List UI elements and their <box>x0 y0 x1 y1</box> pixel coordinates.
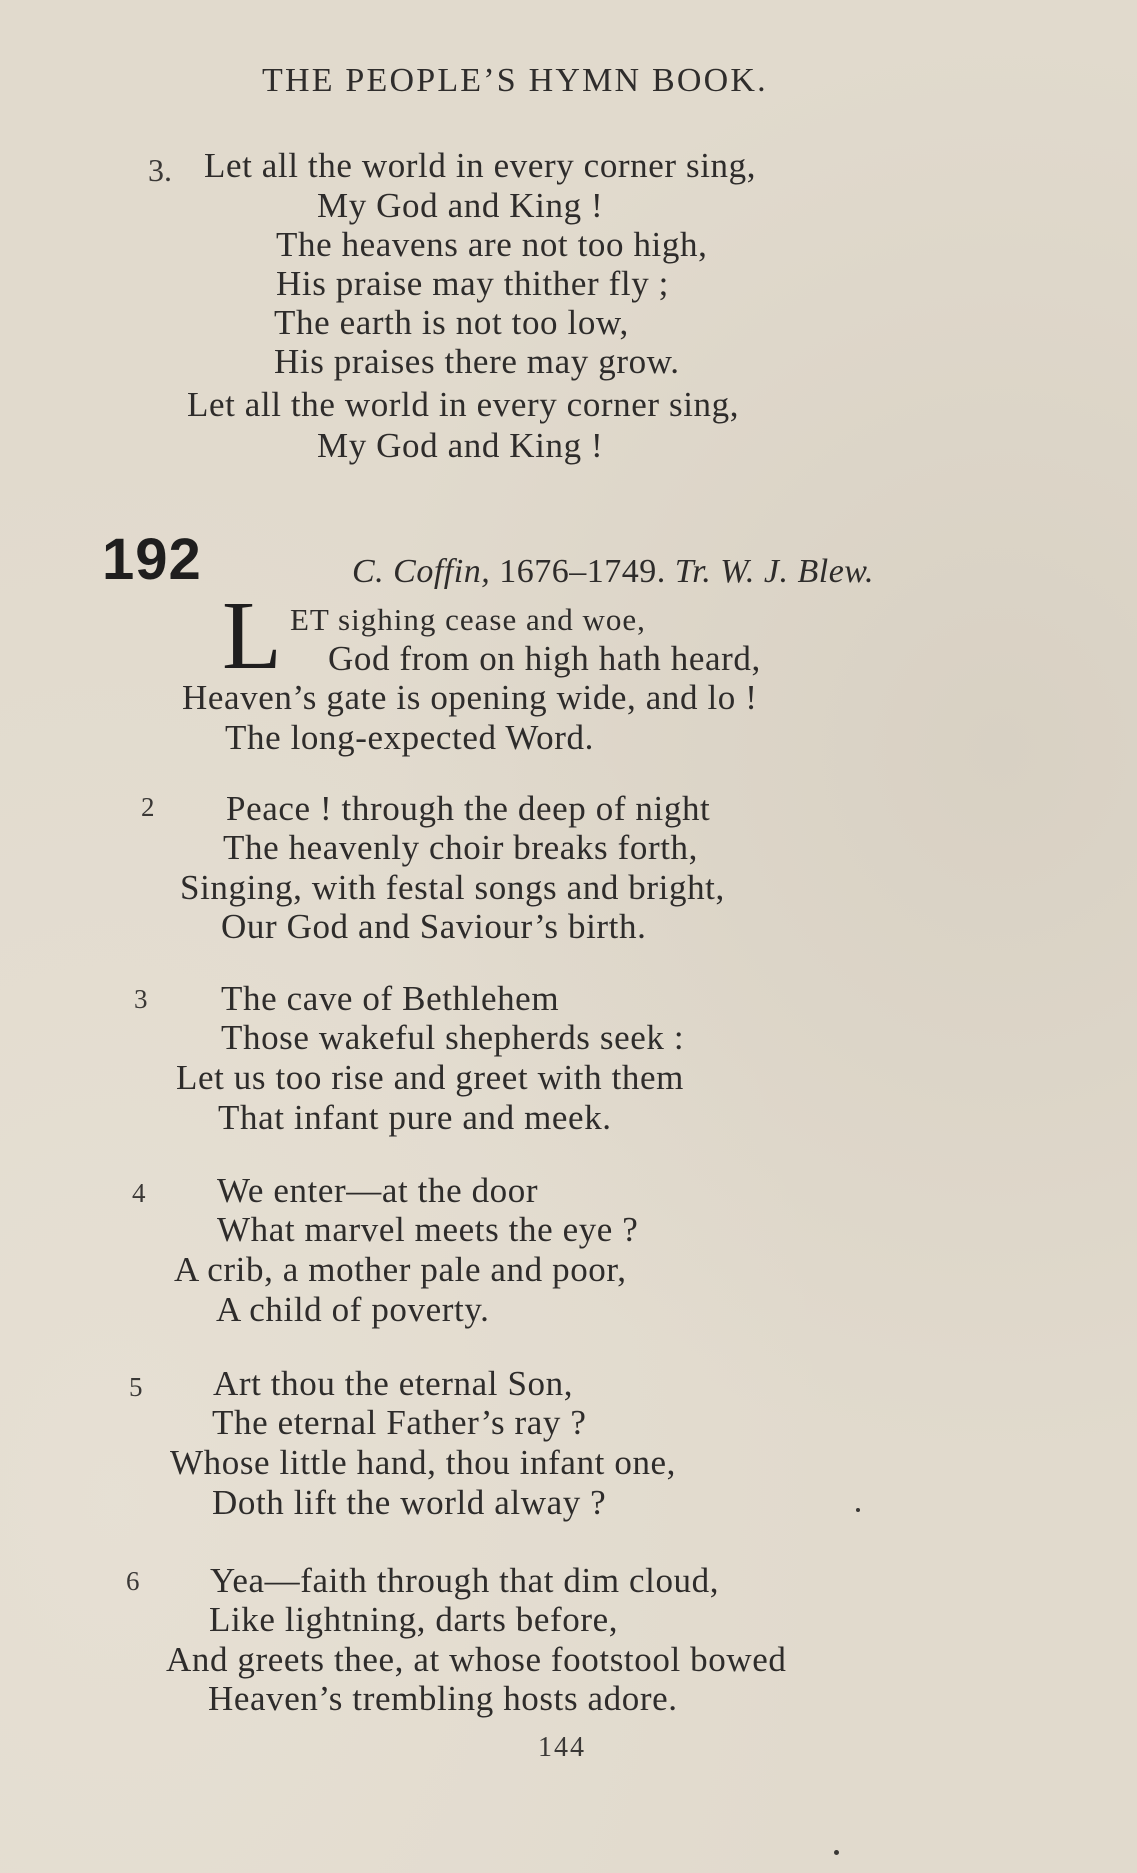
verse-line: Peace ! through the deep of night <box>226 789 711 828</box>
verse-number: 3. <box>148 152 172 188</box>
verse-line: The earth is not too low, <box>274 303 629 342</box>
verse-line: A crib, a mother pale and poor, <box>174 1250 627 1289</box>
verse-line: Heaven’s gate is opening wide, and lo ! <box>182 678 758 717</box>
hymn-number: 192 <box>102 527 202 592</box>
running-header: THE PEOPLE’S HYMN BOOK. <box>262 62 768 99</box>
verse-line: Yea—faith through that dim cloud, <box>210 1561 720 1600</box>
author-years: 1676–1749. <box>499 553 666 590</box>
page-number: 144 <box>538 1732 586 1763</box>
verse-line: We enter—at the door <box>217 1171 539 1210</box>
verse-line: My God and King ! <box>317 186 604 225</box>
verse-number: 6 <box>126 1566 140 1596</box>
verse-line: The heavens are not too high, <box>276 225 708 264</box>
verse-line: His praise may thither fly ; <box>276 264 669 303</box>
verse-number: 5 <box>129 1372 143 1402</box>
verse-line: Art thou the eternal Son, <box>213 1364 574 1403</box>
verse-line: Let us too rise and greet with them <box>176 1058 684 1097</box>
verse-line: God from on high hath heard, <box>328 639 761 678</box>
verse-number: 4 <box>132 1178 146 1208</box>
verse-line: The cave of Bethlehem <box>221 979 560 1018</box>
author-name: C. Coffin, <box>352 553 491 590</box>
verse-line: The heavenly choir breaks forth, <box>223 828 698 867</box>
verse-line: Doth lift the world alway ? <box>212 1483 607 1522</box>
verse-number: 2 <box>141 792 155 822</box>
verse-line: That infant pure and meek. <box>218 1098 612 1137</box>
verse-line: Let all the world in every corner sing, <box>204 146 757 185</box>
verse-line: Singing, with festal songs and bright, <box>180 868 725 907</box>
translator-name: Tr. W. J. Blew. <box>674 553 874 590</box>
verse-line: Heaven’s trembling hosts adore. <box>208 1679 678 1718</box>
verse-line: His praises there may grow. <box>274 342 680 381</box>
verse-line: Our God and Saviour’s birth. <box>221 907 647 946</box>
paper-speck <box>834 1850 839 1855</box>
drop-cap: L <box>222 582 282 690</box>
verse-line: Let all the world in every corner sing, <box>187 385 740 424</box>
verse-line: The eternal Father’s ray ? <box>212 1403 587 1442</box>
verse-line: My God and King ! <box>317 426 604 465</box>
verse-line: ET sighing cease and woe, <box>290 602 646 637</box>
verse-line: The long-expected Word. <box>225 718 594 757</box>
hymn-attribution <box>352 553 874 591</box>
verse-number: 3 <box>134 984 148 1014</box>
verse-line: And greets thee, at whose footstool bowed <box>166 1640 787 1679</box>
verse-line: A child of poverty. <box>216 1290 490 1329</box>
verse-line: Whose little hand, thou infant one, <box>170 1443 677 1482</box>
verse-line: What marvel meets the eye ? <box>217 1210 639 1249</box>
verse-line: Those wakeful shepherds seek : <box>221 1018 685 1057</box>
paper-speck <box>856 1508 860 1512</box>
verse-line: Like lightning, darts before, <box>209 1600 619 1639</box>
